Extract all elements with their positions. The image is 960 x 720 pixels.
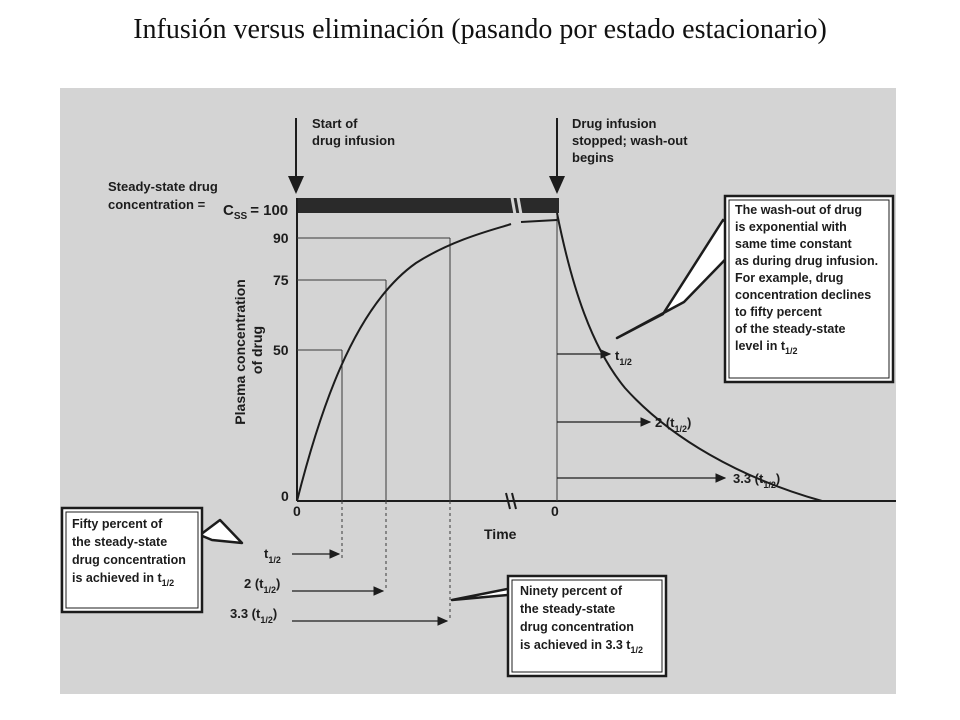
washout-line-5: For example, drug bbox=[735, 271, 844, 285]
y-axis-label-line-1: Plasma concentration bbox=[232, 279, 248, 425]
washout-line-9: level in t bbox=[735, 339, 786, 353]
fifty-line-4: is achieved in t bbox=[72, 571, 162, 585]
time-arrows bbox=[292, 554, 447, 621]
elim-label-1: $t_{1/2}$ bbox=[615, 348, 632, 367]
fifty-sub: 1/2 bbox=[161, 578, 175, 588]
fifty-line-1: Fifty percent of bbox=[72, 517, 163, 531]
svg-text:Drug infusion stopped; was bbox=[572, 116, 691, 165]
svg-text:Start of drug infusion bbox=[312, 116, 395, 148]
guide-lines bbox=[297, 213, 557, 618]
css-value: = 100 bbox=[250, 202, 289, 219]
svg-text:Plasma concentration of dr bbox=[232, 275, 265, 424]
css-symbol: C bbox=[223, 202, 234, 219]
ninety-line-3: drug concentration bbox=[520, 620, 634, 634]
washout-line-8: of the steady-state bbox=[735, 322, 846, 336]
time-label-1: $t_{1/2}$ bbox=[264, 546, 281, 565]
elim-label-3: 3.3 $(t_{1/2})$ bbox=[733, 471, 781, 490]
washout-line-6: concentration declines bbox=[735, 288, 872, 302]
svg-text:Steady-state drug concentr bbox=[108, 179, 221, 212]
time-label-3: 3.3 $(t_{1/2})$ bbox=[230, 606, 278, 625]
washout-line-4: as during drug infusion. bbox=[735, 254, 879, 268]
ninety-line-4: is achieved in 3.3 t bbox=[520, 638, 631, 652]
callout-fifty bbox=[62, 508, 242, 612]
stop-label-line-2: stopped; wash-out bbox=[572, 133, 688, 148]
accumulation-curve bbox=[297, 224, 511, 501]
ninety-line-2: the steady-state bbox=[520, 602, 616, 616]
time-label-2: 2 $(t_{1/2})$ bbox=[244, 576, 281, 595]
svg-text:Ninety percent of the st bbox=[520, 584, 643, 655]
start-label-line-1: Start of bbox=[312, 116, 358, 131]
y-tick-50: 50 bbox=[273, 342, 289, 358]
stop-label-line-1: Drug infusion bbox=[572, 116, 657, 131]
elimination-arrows bbox=[557, 354, 725, 478]
slide-title: Infusión versus eliminación (pasando por estado estacionario) bbox=[133, 14, 827, 45]
svg-text:CSS= 100 bbox=[223, 202, 288, 222]
steady-state-label-line-2: concentration = bbox=[108, 197, 206, 212]
x-zero-right: 0 bbox=[551, 503, 559, 519]
pharmacokinetics-figure bbox=[60, 88, 896, 694]
steady-state-label-line-1: Steady-state drug bbox=[108, 179, 218, 194]
elim-label-2: 2 $(t_{1/2})$ bbox=[655, 415, 692, 434]
ninety-line-1: Ninety percent of bbox=[520, 584, 623, 598]
stop-label-line-3: begins bbox=[572, 150, 614, 165]
x-axis-label: Time bbox=[484, 526, 517, 542]
washout-line-1: The wash-out of drug bbox=[735, 203, 863, 217]
washout-line-7: to fifty percent bbox=[735, 305, 822, 319]
washout-sub: 1/2 bbox=[785, 346, 798, 356]
fifty-line-2: the steady-state bbox=[72, 535, 168, 549]
y-tick-75: 75 bbox=[273, 272, 289, 288]
callout-washout bbox=[617, 196, 893, 382]
x-zero-left: 0 bbox=[293, 503, 301, 519]
css-subscript: SS bbox=[233, 211, 248, 222]
y-tick-90: 90 bbox=[273, 230, 289, 246]
washout-line-3: same time constant bbox=[735, 237, 852, 251]
infusion-elimination-diagram bbox=[60, 88, 896, 694]
washout-line-2: is exponential with bbox=[735, 220, 847, 234]
fifty-line-3: drug concentration bbox=[72, 553, 186, 567]
y-tick-0: 0 bbox=[281, 488, 289, 504]
accumulation-curve-end bbox=[521, 220, 557, 222]
start-label-line-2: drug infusion bbox=[312, 133, 396, 148]
callout-ninety bbox=[452, 576, 666, 676]
ninety-sub: 1/2 bbox=[630, 645, 643, 655]
y-axis-label-line-2: of drug bbox=[249, 325, 265, 375]
